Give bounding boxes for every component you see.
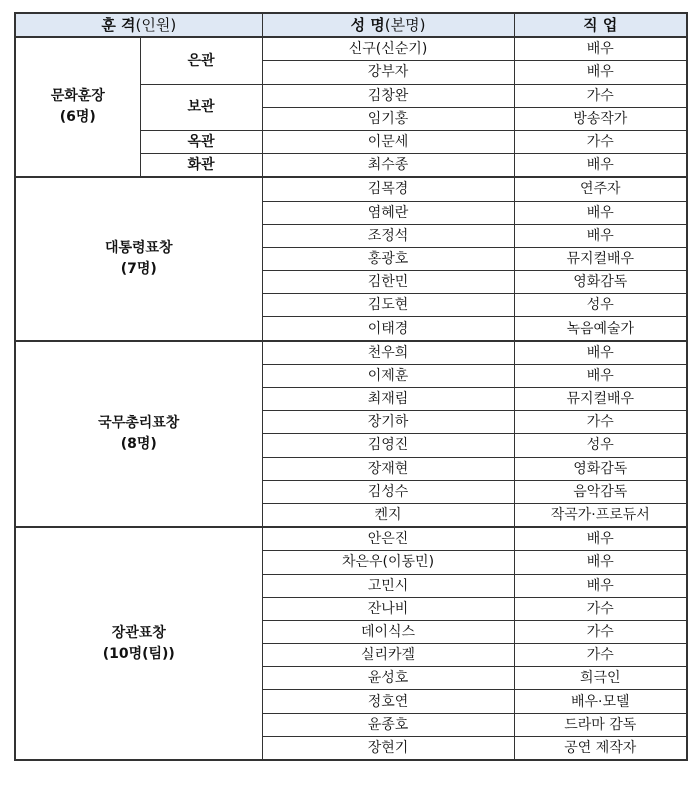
job-cell: 배우 [514,224,687,247]
name-cell: 장현기 [262,736,514,760]
job-cell: 가수 [514,597,687,620]
job-cell: 배우·모델 [514,690,687,713]
job-cell: 가수 [514,620,687,643]
name-cell: 최수종 [262,154,514,178]
job-cell: 성우 [514,294,687,317]
job-cell: 배우 [514,201,687,224]
name-cell: 잔나비 [262,597,514,620]
name-cell: 조정석 [262,224,514,247]
subgrade-cell: 화관 [140,154,262,178]
name-cell: 윤성호 [262,667,514,690]
header-job: 직 업 [514,13,687,37]
grade-cell: 대통령표창 (7명) [15,177,262,340]
job-cell: 작곡가·프로듀서 [514,503,687,527]
name-cell: 최재림 [262,388,514,411]
name-cell: 이제훈 [262,364,514,387]
job-cell: 가수 [514,644,687,667]
subgrade-cell: 보관 [140,84,262,130]
table-row [15,177,687,201]
job-cell: 영화감독 [514,457,687,480]
name-cell: 켄지 [262,503,514,527]
job-cell: 뮤지컬배우 [514,388,687,411]
job-cell: 성우 [514,434,687,457]
name-cell: 강부자 [262,61,514,84]
table-body [15,37,687,760]
name-cell: 윤종호 [262,713,514,736]
name-cell: 임기홍 [262,107,514,130]
job-cell: 영화감독 [514,271,687,294]
name-cell: 이문세 [262,130,514,153]
job-cell: 희극인 [514,667,687,690]
name-cell: 김목경 [262,177,514,201]
job-cell: 방송작가 [514,107,687,130]
name-cell: 정호연 [262,690,514,713]
job-cell: 가수 [514,130,687,153]
subgrade-cell: 은관 [140,37,262,84]
name-cell: 염혜란 [262,201,514,224]
grade-cell: 국무총리표창 (8명) [15,341,262,528]
job-cell: 뮤지컬배우 [514,247,687,270]
grade-cell: 문화훈장 (6명) [15,37,140,177]
name-cell: 이태경 [262,317,514,341]
job-cell: 배우 [514,574,687,597]
job-cell: 가수 [514,411,687,434]
name-cell: 김한민 [262,271,514,294]
name-cell: 장기하 [262,411,514,434]
job-cell: 배우 [514,154,687,178]
job-cell: 공연 제작자 [514,736,687,760]
job-cell: 배우 [514,551,687,574]
name-cell: 김성수 [262,480,514,503]
name-cell: 고민시 [262,574,514,597]
job-cell: 배우 [514,37,687,61]
name-cell: 신구(신순기) [262,37,514,61]
name-cell: 김영진 [262,434,514,457]
job-cell: 가수 [514,84,687,107]
name-cell: 데이식스 [262,620,514,643]
name-cell: 천우희 [262,341,514,365]
subgrade-cell: 옥관 [140,130,262,153]
name-cell: 실리카겔 [262,644,514,667]
header-grade: 훈 격(인원) [15,13,262,37]
name-cell: 김도현 [262,294,514,317]
table-row [15,527,687,551]
job-cell: 배우 [514,364,687,387]
name-cell: 김창완 [262,84,514,107]
name-cell: 장재현 [262,457,514,480]
job-cell: 연주자 [514,177,687,201]
table-row [15,341,687,365]
job-cell: 녹음예술가 [514,317,687,341]
job-cell: 드라마 감독 [514,713,687,736]
header-row [15,13,687,37]
table-row [15,37,687,61]
name-cell: 안은진 [262,527,514,551]
job-cell: 배우 [514,527,687,551]
job-cell: 음악감독 [514,480,687,503]
awards-table [14,12,688,761]
grade-cell: 장관표창 (10명(팀)) [15,527,262,760]
job-cell: 배우 [514,61,687,84]
name-cell: 차은우(이동민) [262,551,514,574]
name-cell: 홍광호 [262,247,514,270]
header-name: 성 명(본명) [262,13,514,37]
job-cell: 배우 [514,341,687,365]
